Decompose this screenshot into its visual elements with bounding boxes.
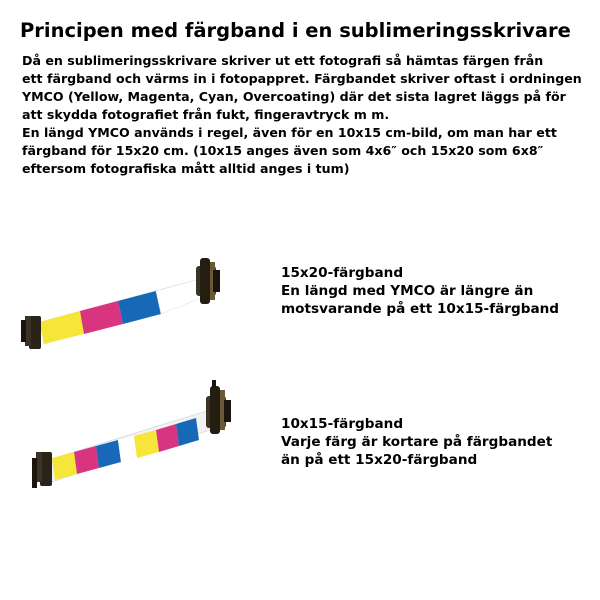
intro-line: eftersom fotografiska mått alltid anges i tum) bbox=[22, 161, 350, 176]
spool-axle bbox=[213, 270, 220, 292]
page-title: Principen med färgband i en sublimeringsskrivare bbox=[20, 19, 571, 42]
spool-tip bbox=[212, 380, 216, 388]
intro-line: ett färgband och värms in i fotopappret. Färgbandet skriver oftast i ordningen bbox=[22, 71, 582, 86]
intro-line: En längd YMCO används i regel, även för en 10x15 cm-bild, om man har ett bbox=[22, 125, 557, 140]
intro-line: YMCO (Yellow, Magenta, Cyan, Overcoating) där det sista lagret läggs på för bbox=[22, 89, 566, 104]
spool-axle bbox=[32, 458, 37, 488]
caption-text: motsvarande på ett 10x15-färgband bbox=[281, 301, 560, 317]
yellow-panel bbox=[40, 311, 84, 344]
caption-text: än på ett 15x20-färgband bbox=[281, 452, 478, 468]
intro-line: färgband för 15x20 cm. (10x15 anges även som 4x6″ och 15x20 som 6x8″ bbox=[22, 143, 544, 158]
spool-flange bbox=[210, 386, 220, 434]
spool-axle bbox=[21, 320, 26, 342]
caption-heading: 15x20-färgband bbox=[281, 265, 404, 281]
caption-15x20 bbox=[281, 264, 559, 318]
ribbon-10x15-image bbox=[32, 380, 231, 488]
overcoat-panel bbox=[118, 436, 137, 462]
caption-10x15 bbox=[281, 415, 552, 469]
cyan-panel bbox=[118, 291, 161, 324]
caption-text: En längd med YMCO är längre än bbox=[281, 283, 534, 299]
magenta-panel bbox=[80, 301, 123, 334]
magenta-panel bbox=[74, 446, 99, 474]
intro-line: att skydda fotografiet från fukt, fingeravtryck m m. bbox=[22, 107, 390, 122]
spool-axle bbox=[224, 400, 231, 422]
ribbon-15x20-image bbox=[21, 258, 220, 349]
caption-text: Varje färg är kortare på färgbandet bbox=[281, 434, 553, 450]
yellow-panel bbox=[52, 452, 77, 480]
spool-flange bbox=[200, 258, 210, 304]
caption-heading: 10x15-färgband bbox=[281, 416, 404, 432]
intro-line: Då en sublimeringsskrivare skriver ut ett fotografi så hämtas färgen från bbox=[22, 53, 544, 68]
